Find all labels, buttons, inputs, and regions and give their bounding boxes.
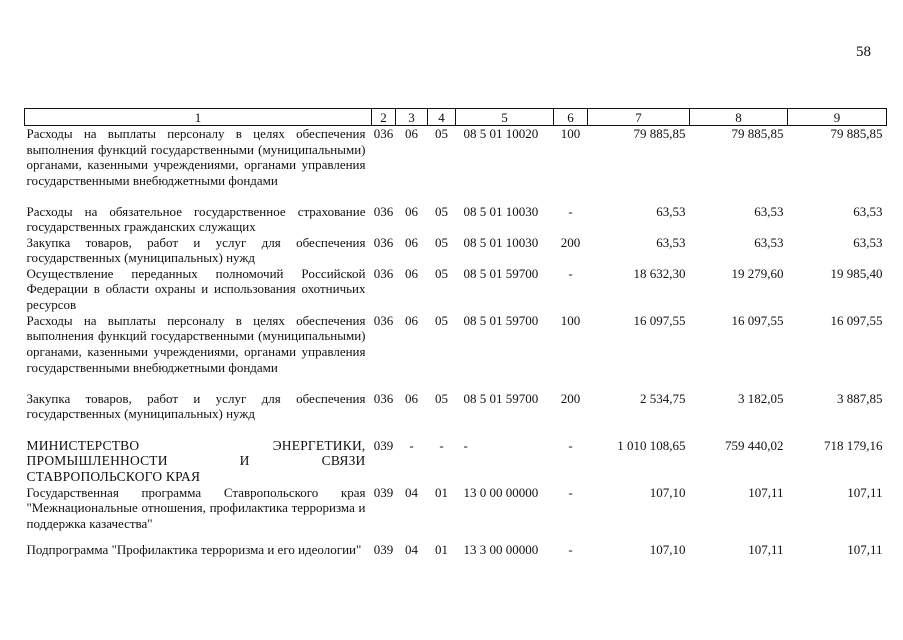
column-header-2: 2 [372,109,396,126]
row-value-col9: 16 097,55 [830,312,883,328]
row-value-col9: 63,53 [853,234,883,250]
row-value-col8: 107,11 [748,541,784,557]
row-name: Расходы на обязательное государственное страхование государственных гражданских служащих [26,203,366,235]
row-value-col7: 63,53 [656,203,686,219]
row-target-code: 08 5 01 10030 [463,234,539,250]
row-section-code: 06 [405,234,418,250]
row-expense-type: - [568,203,573,219]
table-row [25,126,887,204]
row-value-col7: 18 632,30 [633,265,686,281]
row-value-col7: 63,53 [656,234,686,250]
row-name: Государственная программа Ставропольского края "Межнациональные отношения, профилактика терроризма и поддержка казачества" [26,484,366,531]
row-ministry-code: 039 [373,484,394,500]
row-value-col9: 63,53 [853,203,883,219]
row-subsection-code: 05 [435,265,448,281]
table-row [25,235,887,266]
column-header-1: 1 [25,109,372,126]
table-row [25,204,887,235]
row-ministry-code: 036 [373,234,394,250]
row-name: Закупка товаров, работ и услуг для обеспечения государственных (муниципальных) нужд [26,234,366,266]
row-expense-type: 200 [560,390,581,406]
row-target-code: 08 5 01 10020 [463,126,539,141]
row-ministry-code: 036 [373,203,394,219]
row-section-code: 04 [405,484,418,500]
column-header-3: 3 [396,109,428,126]
table-row [25,485,887,542]
row-subsection-code: 01 [435,541,448,557]
row-target-code: 08 5 01 59700 [463,312,539,328]
row-subsection-code: - [439,437,444,453]
row-value-col7: 107,10 [649,484,686,500]
row-subsection-code: 05 [435,203,448,219]
row-value-col9: 107,11 [847,541,883,557]
column-header-5: 5 [456,109,554,126]
row-target-code: 13 0 00 00000 [463,484,539,500]
row-section-code: - [409,437,414,453]
table-row [25,313,887,391]
row-name: Закупка товаров, работ и услуг для обеспечения государственных (муниципальных) нужд [26,390,366,422]
row-expense-type: - [568,541,573,557]
row-section-code: 06 [405,203,418,219]
row-ministry-code: 039 [373,541,394,557]
table-body [25,126,887,562]
table-row [25,438,887,485]
row-value-col9: 79 885,85 [830,126,883,141]
row-expense-type: - [568,437,573,453]
row-value-col8: 63,53 [754,234,784,250]
row-value-col8: 79 885,85 [731,126,784,141]
row-value-col8: 16 097,55 [731,312,784,328]
column-header-4: 4 [428,109,456,126]
row-section-code: 06 [405,390,418,406]
row-ministry-code: 036 [373,265,394,281]
column-header-6: 6 [554,109,588,126]
row-subsection-code: 05 [435,312,448,328]
row-section-code: 06 [405,265,418,281]
table-row [25,542,887,562]
row-name: Расходы на выплаты персоналу в целях обеспечения выполнения функций государственными (муниципальными) органами, казенными учреждениями, органами управления государственными внебюджетными фондами [26,126,366,188]
budget-table [24,108,887,562]
row-subsection-code: 05 [435,126,448,141]
row-target-code: 08 5 01 59700 [463,390,539,406]
table-row [25,266,887,313]
row-value-col8: 3 182,05 [738,390,784,406]
row-name: МИНИСТЕРСТВО ЭНЕРГЕТИКИ, ПРОМЫШЛЕННОСТИ И СВЯЗИ СТАВРОПОЛЬСКОГО КРАЯ [26,437,366,485]
row-name: Осуществление переданных полномочий Российской Федерации в области охраны и использования охотничьих ресурсов [26,265,366,313]
column-header-8: 8 [690,109,788,126]
row-ministry-code: 036 [373,126,394,141]
row-expense-type: 200 [560,234,581,250]
table-row [25,391,887,438]
row-section-code: 06 [405,126,418,141]
row-target-code: - [463,437,468,453]
row-ministry-code: 039 [373,437,394,453]
row-value-col8: 759 440,02 [725,437,784,453]
row-value-col9: 3 887,85 [837,390,883,406]
column-header-7: 7 [588,109,690,126]
row-ministry-code: 036 [373,312,394,328]
row-subsection-code: 05 [435,234,448,250]
row-value-col8: 63,53 [754,203,784,219]
table-header [25,109,887,126]
row-target-code: 08 5 01 10030 [463,203,539,219]
row-value-col7: 107,10 [649,541,686,557]
row-value-col8: 107,11 [748,484,784,500]
row-ministry-code: 036 [373,390,394,406]
column-header-9: 9 [788,109,887,126]
row-target-code: 13 3 00 00000 [463,541,539,557]
row-section-code: 06 [405,312,418,328]
row-value-col9: 19 985,40 [830,265,883,281]
row-subsection-code: 05 [435,390,448,406]
row-value-col7: 1 010 108,65 [617,437,686,453]
row-expense-type: 100 [560,126,581,141]
row-section-code: 04 [405,541,418,557]
row-name: Подпрограмма "Профилактика терроризма и его идеологии" [26,541,362,557]
row-value-col7: 79 885,85 [633,126,686,141]
row-value-col8: 19 279,60 [731,265,784,281]
row-value-col7: 16 097,55 [633,312,686,328]
row-expense-type: - [568,484,573,500]
row-expense-type: - [568,265,573,281]
page-number: 58 [856,44,871,60]
row-subsection-code: 01 [435,484,448,500]
row-name: Расходы на выплаты персоналу в целях обеспечения выполнения функций государственными (муниципальными) органами, казенными учреждениями, органами управления государственными внебюджетными фондами [26,312,366,375]
row-value-col9: 107,11 [847,484,883,500]
row-target-code: 08 5 01 59700 [463,265,539,281]
row-expense-type: 100 [560,312,581,328]
row-value-col7: 2 534,75 [640,390,686,406]
row-value-col9: 718 179,16 [824,437,883,453]
